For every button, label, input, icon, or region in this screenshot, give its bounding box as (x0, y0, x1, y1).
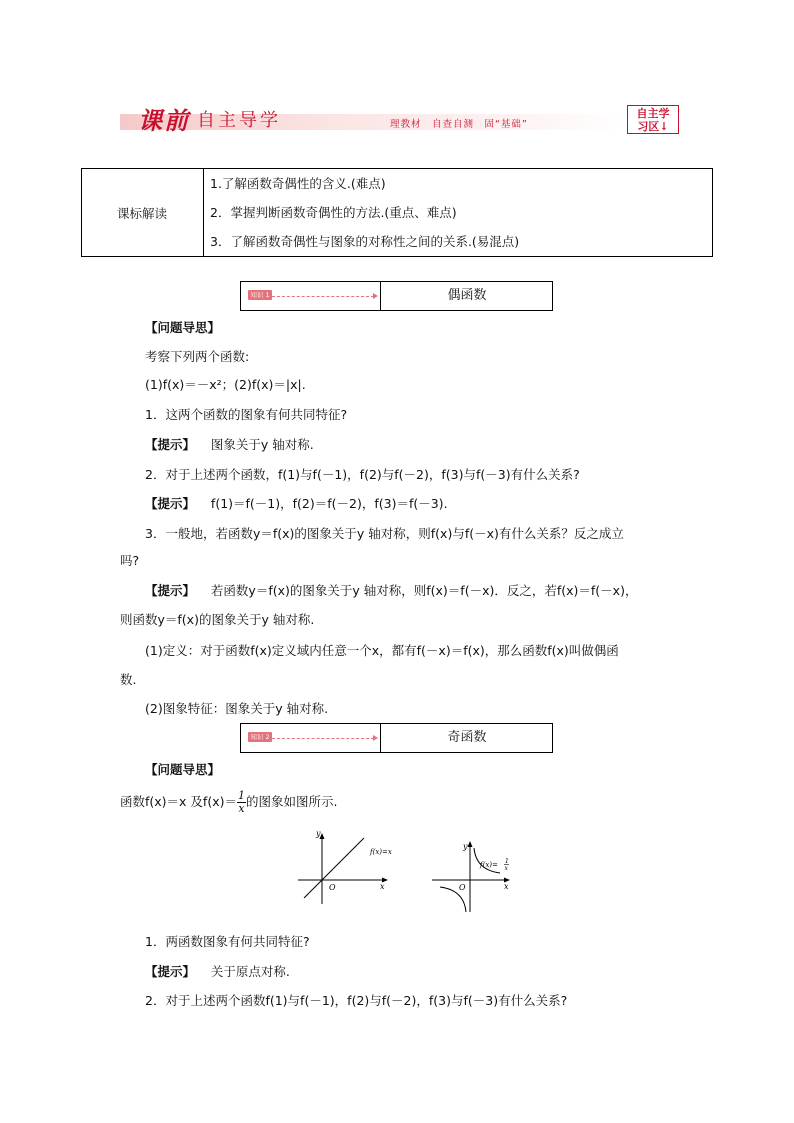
section1-a2 (145, 494, 448, 512)
section1-q1: 1．这两个函数的图象有何共同特征? (145, 407, 348, 422)
knowledge-tag-1: 知识 1 (248, 290, 272, 300)
hint-text: 若函数y＝f(x)的图象关于y 轴对称，则f(x)＝f(－x)．反之，若f(x)＝f(－x)， (210, 583, 638, 598)
banner-title-small: 自主导学 (197, 110, 281, 131)
section2-q2: 2．对于上述两个函数f(1)与f(－1)，f(2)与f(－2)，f(3)与f(－3)有什么关系? (145, 993, 568, 1008)
knowledge-title-2: 奇函数 (447, 730, 487, 745)
hint-text: f(1)＝f(－1)，f(2)＝f(－2)，f(3)＝f(－3). (210, 496, 448, 511)
arrowhead-icon (373, 293, 378, 299)
section1-funcs: (1)f(x)＝－x²；(2)f(x)＝|x|. (145, 377, 306, 392)
hint-text: 关于原点对称. (210, 964, 290, 979)
curve-label-prefix: f(x)= (480, 861, 498, 869)
fraction-num: 1 (237, 789, 245, 802)
knowledge-tag-2: 知识 2 (248, 732, 272, 742)
x-label: x (380, 882, 385, 891)
origin-label: O (459, 883, 466, 892)
standard-item-2: 2．掌握判断函数奇偶性的方法.(重点、难点) (210, 205, 457, 220)
knowledge-title-1: 偶函数 (447, 288, 487, 303)
hint-label: 【提示】 (145, 437, 196, 452)
section1-def-line1: (1)定义：对于函数f(x)定义域内任意一个x，都有f(－x)＝f(x)，那么函数f(x)叫做偶函 (145, 643, 619, 658)
graph-reciprocal (430, 836, 530, 916)
standards-label-text: 课标解读 (116, 205, 167, 221)
section1-q3-line1: 3．一般地，若函数y＝f(x)的图象关于y 轴对称，则f(x)与f(－x)有什么关系？反之成立 (145, 526, 624, 541)
intro-suffix: 的图象如图所示. (245, 794, 338, 809)
y-label: y (316, 829, 321, 838)
section1-a1 (145, 435, 314, 453)
section1-def-line2: 数. (120, 672, 137, 687)
curve-label: f(x)=x (370, 848, 392, 856)
banner-strip (120, 114, 625, 130)
section2-a1 (145, 962, 290, 980)
x-label: x (504, 882, 509, 891)
zone-line1: 自主学 (636, 107, 670, 120)
section1-feature: (2)图象特征：图象关于y 轴对称. (145, 701, 329, 716)
hint-label: 【提示】 (145, 583, 196, 598)
section1-q3-line2: 吗? (120, 553, 140, 568)
standard-item-1: 1.了解函数奇偶性的含义.(难点) (210, 176, 386, 191)
curve-label-num: 1 (505, 858, 509, 865)
banner-subtitle: 理教材 自查自测 固“基础” (390, 119, 528, 130)
curve-label-den: x (504, 865, 508, 872)
origin-label: O (329, 883, 336, 892)
section1-heading: 【问题导思】 (145, 320, 221, 335)
standards-label (81, 168, 204, 257)
banner-title-big: 课前 (138, 106, 190, 135)
zone-line2: 习区↓ (637, 120, 669, 133)
section1-intro: 考察下列两个函数: (145, 349, 250, 364)
section1-q2: 2．对于上述两个函数，f(1)与f(－1)，f(2)与f(－2)，f(3)与f(－3)有什么关系? (145, 467, 580, 482)
intro-prefix: 函数f(x)＝x 及f(x)＝ (120, 794, 237, 809)
section2-heading: 【问题导思】 (145, 762, 221, 777)
standard-item-3: 3．了解函数奇偶性与图象的对称性之间的关系.(易混点) (210, 234, 520, 249)
graph-identity (292, 828, 402, 908)
section1-a3-line1 (145, 581, 637, 599)
y-arrow-icon (468, 841, 473, 847)
hint-label: 【提示】 (145, 964, 196, 979)
section1-a3-line2: 则函数y＝f(x)的图象关于y 轴对称. (120, 612, 315, 627)
arrowhead-icon (373, 735, 378, 741)
knowledge-arrow-1 (272, 296, 374, 297)
y-label: y (463, 842, 468, 851)
hint-label: 【提示】 (145, 496, 196, 511)
section2-q1: 1．两函数图象有何共同特征? (145, 934, 310, 949)
fraction-den: x (238, 802, 245, 815)
hint-text: 图象关于y 轴对称. (210, 437, 314, 452)
knowledge-arrow-2 (272, 738, 374, 739)
fraction (237, 790, 246, 815)
section2-intro (120, 790, 337, 815)
self-study-zone-badge (627, 105, 679, 134)
